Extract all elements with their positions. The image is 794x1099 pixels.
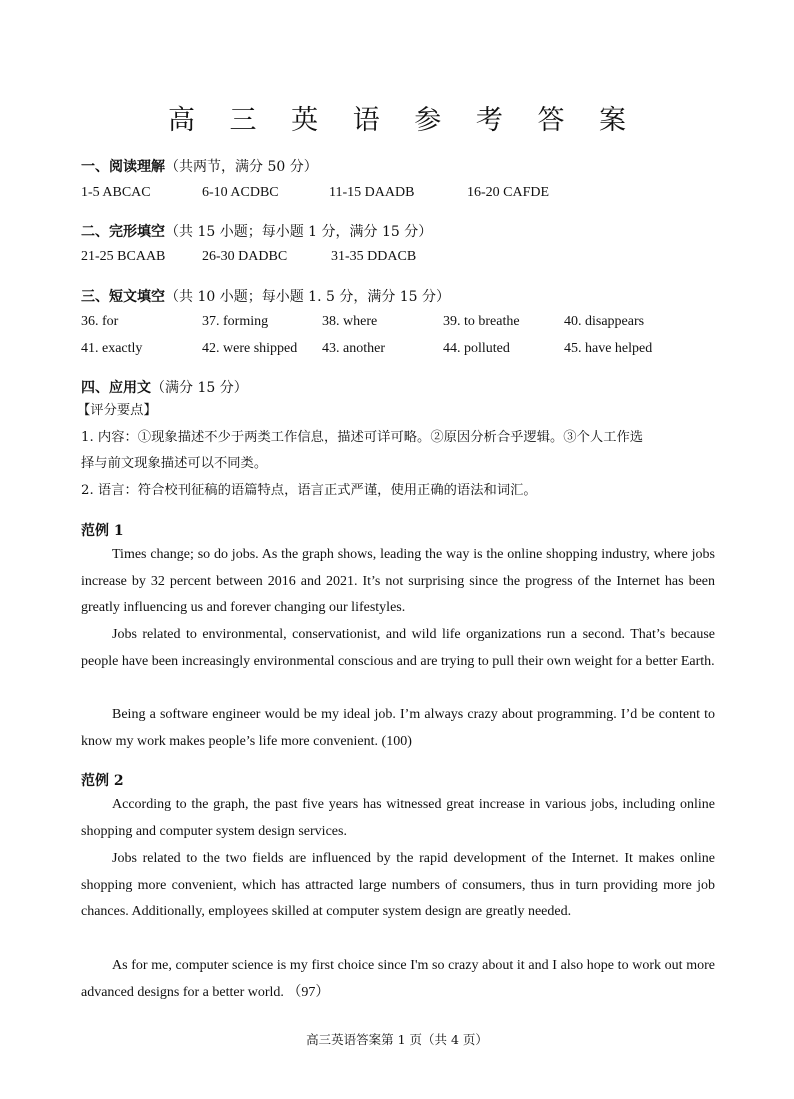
example-1-paragraph: Times change; so do jobs. As the graph shows, leading the way is the online shopping industry, where jobs increase by 32 percent between 2016 and 2021. It’s not surprising since the progress of the Internet has been greatly influencing us and forever changing our lifestyles.	[81, 547, 715, 615]
section-2-note: （共 15 小题；每小题 1 分，满分 15 分）	[165, 224, 433, 240]
page-footer: 高三英语答案第 1 页（共 4 页）	[306, 1032, 488, 1047]
answer-item: 41. exactly	[81, 341, 143, 356]
page-title: 高 三 英 语 参 考 答 案	[167, 105, 640, 136]
section-1-heading	[81, 156, 318, 176]
section-4-heading	[81, 377, 248, 397]
criteria-line: 1. 内容：①现象描述不少于两类工作信息，描述可详可略。②原因分析合乎逻辑。③个人工作选	[81, 430, 644, 445]
answer-item: 43. another	[322, 341, 385, 356]
answer-item: 45. have helped	[564, 341, 653, 356]
section-3-note: （共 10 小题；每小题 1. 5 分，满分 15 分）	[165, 289, 451, 305]
answer-group: 31-35 DDACB	[331, 249, 417, 264]
criteria-line: 2. 语言：符合校刊征稿的语篇特点，语言正式严谨，使用正确的语法和词汇。	[81, 483, 537, 498]
answer-group: 26-30 DADBC	[202, 249, 288, 264]
answer-item: 42. were shipped	[202, 341, 298, 356]
criteria-line: 择与前文现象描述可以不同类。	[81, 456, 268, 471]
section-3-title: 三、短文填空	[81, 289, 165, 305]
answer-item: 40. disappears	[564, 314, 645, 329]
answer-item: 44. polluted	[443, 341, 510, 356]
answer-group: 11-15 DAADB	[329, 185, 415, 200]
answer-group: 1-5 ABCAC	[81, 185, 151, 200]
answer-group: 16-20 CAFDE	[467, 185, 550, 200]
example-2-paragraph: As for me, computer science is my first choice since I'm so crazy about it and I also hope to work out more advanced designs for a better world. （97）	[81, 958, 715, 1000]
example-2-title: 范例 2	[81, 773, 124, 789]
section-3-heading	[81, 286, 450, 306]
section-4-note: （满分 15 分）	[151, 380, 248, 396]
answer-item: 36. for	[81, 314, 119, 329]
example-2-paragraph: Jobs related to the two fields are influenced by the rapid development of the Internet. It makes online shopping more convenient, which has attracted large numbers of consumers, thus in turn providing more job chances. Additionally, employees skilled at computer system design are greatly needed.	[81, 851, 715, 919]
section-1-title: 一、阅读理解	[81, 159, 165, 175]
example-2-paragraph: According to the graph, the past five years has witnessed great increase in various jobs, including online shopping and computer system design services.	[81, 797, 715, 839]
example-1-title: 范例 1	[81, 523, 124, 539]
section-2-heading	[81, 221, 432, 241]
answer-group: 21-25 BCAAB	[81, 249, 166, 264]
answer-item: 38. where	[322, 314, 378, 329]
example-1-paragraph: Being a software engineer would be my ideal job. I’m always crazy about programming. I’d be content to know my work makes people’s life more convenient. (100)	[81, 707, 715, 749]
section-1-note: （共两节，满分 50 分）	[165, 159, 318, 175]
criteria-title: 【评分要点】	[77, 403, 157, 418]
answer-item: 37. forming	[202, 314, 269, 329]
answer-group: 6-10 ACDBC	[202, 185, 279, 200]
section-4-title: 四、应用文	[81, 380, 151, 396]
answer-item: 39. to breathe	[443, 314, 520, 329]
section-2-title: 二、完形填空	[81, 224, 165, 240]
example-1-paragraph: Jobs related to environmental, conservationist, and wild life organizations run a second. That’s because people have been increasingly environmental conscious and are trying to pull their own weight for a better Earth.	[81, 627, 715, 669]
